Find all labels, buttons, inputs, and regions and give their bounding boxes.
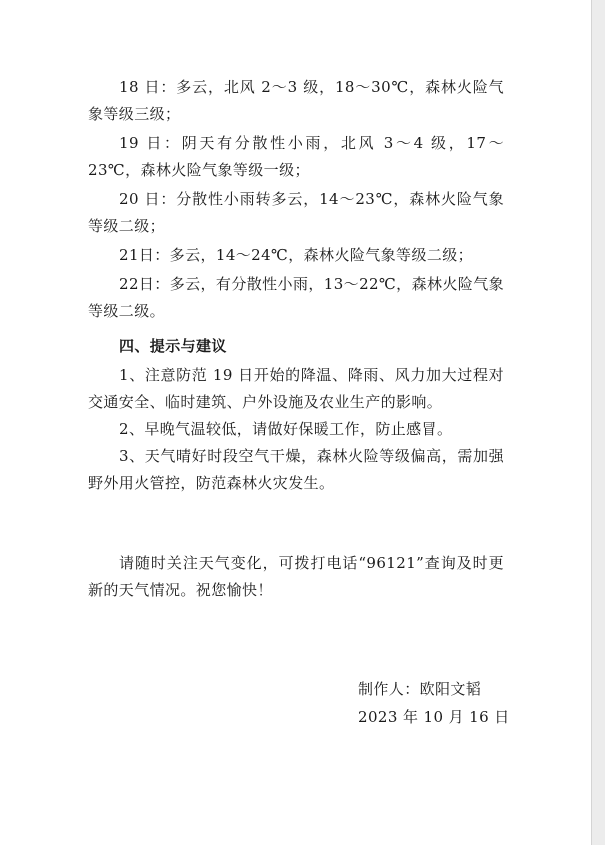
author-signature: 制作人：欧阳文韬 bbox=[358, 680, 482, 698]
tip-item-3: 3、天气晴好时段空气干燥，森林火险等级偏高，需加强野外用火管控，防范森林火灾发生。 bbox=[88, 447, 504, 492]
document-date: 2023 年 10 月 16 日 bbox=[358, 708, 510, 726]
forecast-day-20: 20 日：分散性小雨转多云，14～23℃，森林火险气象等级二级； bbox=[88, 190, 504, 235]
tip-item-1: 1、注意防范 19 日开始的降温、降雨、风力加大过程对交通安全、临时建筑、户外设施及农业生产的影响。 bbox=[88, 366, 504, 411]
forecast-day-22: 22日：多云，有分散性小雨，13～22℃，森林火险气象等级二级。 bbox=[88, 275, 504, 320]
spacer bbox=[88, 497, 504, 550]
document-body bbox=[88, 74, 504, 604]
viewer-gutter bbox=[591, 0, 605, 845]
closing-note: 请随时关注天气变化，可拨打电话“96121”查询及时更新的天气情况。祝您愉快！ bbox=[88, 554, 504, 599]
forecast-day-21: 21日：多云，14～24℃，森林火险气象等级二级； bbox=[119, 246, 474, 264]
tip-item-2: 2、早晚气温较低，请做好保暖工作，防止感冒。 bbox=[119, 420, 453, 438]
forecast-day-18: 18 日：多云，北风 2～3 级，18～30℃，森林火险气象等级三级； bbox=[88, 78, 504, 123]
section-heading-tips: 四、提示与建议 bbox=[119, 337, 227, 355]
forecast-day-19: 19 日：阴天有分散性小雨，北风 3～4 级，17～23℃，森林火险气象等级一级； bbox=[88, 134, 504, 179]
